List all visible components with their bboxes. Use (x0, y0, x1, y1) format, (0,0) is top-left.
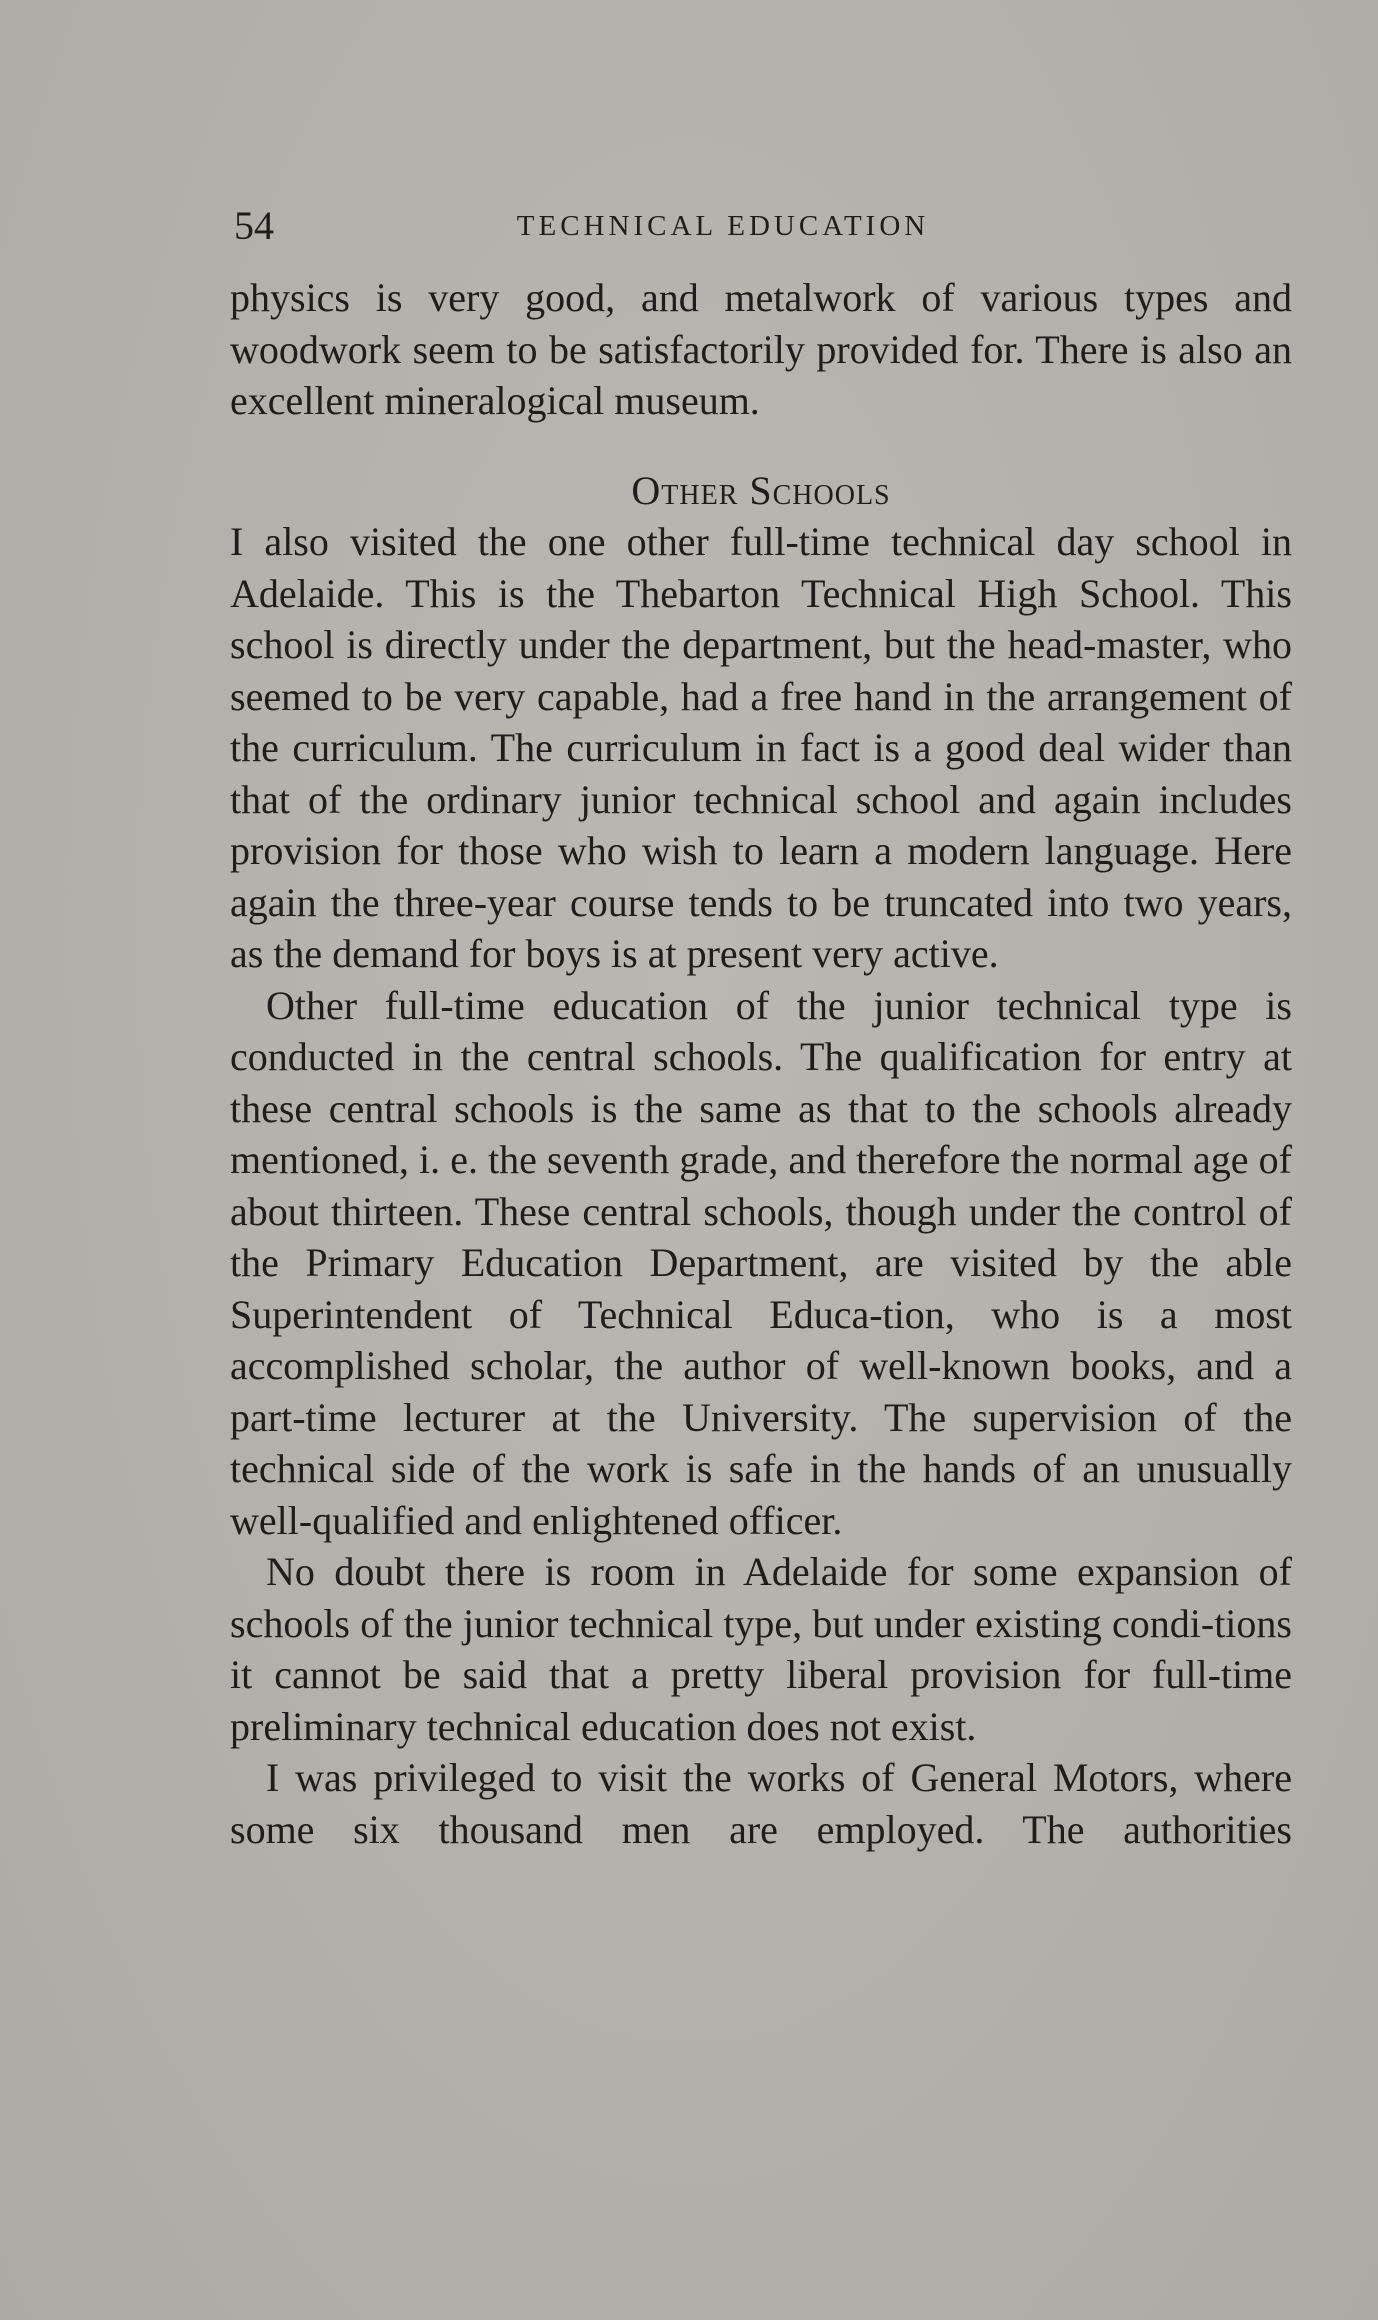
paragraph-other-schools: I also visited the one other full-time technical day school in Adelaide. This is the Thebarton Technical High School. This school is directly under the department, but the head-master, who seemed to be very capable, had a free hand in the arrangement of the curriculum. The curriculum in fact is a good deal wider than that of the ordinary junior technical school and again includes provision for those who wish to learn a modern language. Here again the three-year course tends to be truncated into two years, as the demand for boys is at present very active. (230, 519, 1292, 976)
running-head: TECHNICAL EDUCATION (516, 210, 930, 242)
section-heading: Other Schools (631, 467, 891, 513)
paragraph-central-schools: Other full-time education of the junior technical type is conducted in the central schools. The qualification for entry at these central schools is the same as that to the schools already mentioned, i. e. the seventh grade, and therefore the normal age of about thirteen. These central schools, though under the control of the Primary Education Department, are visited by the able Superintendent of Technical Educa-tion, who is a most accomplished scholar, the author of well-known books, and a part-time lecturer at the University. The supervision of the technical side of the work is safe in the hands of an unusually well-qualified and enlightened officer. (230, 982, 1292, 1543)
paragraph-continuation: physics is very good, and metalwork of various types and woodwork seem to be satisfactorily provided for. There is also an excellent mineralogical museum. (230, 275, 1292, 423)
paragraph-expansion: No doubt there is room in Adelaide for some expansion of schools of the junior technical type, but under existing condi-tions it cannot be said that a pretty liberal provision for full-time preliminary technical education does not exist. (230, 1549, 1292, 1749)
page-number: 54 (234, 203, 274, 248)
body-text (230, 272, 1292, 1855)
page-header (234, 196, 1292, 256)
paragraph-general-motors: I was privileged to visit the works of General Motors, where some six thousand men are employed. The authorities (230, 1755, 1292, 1852)
